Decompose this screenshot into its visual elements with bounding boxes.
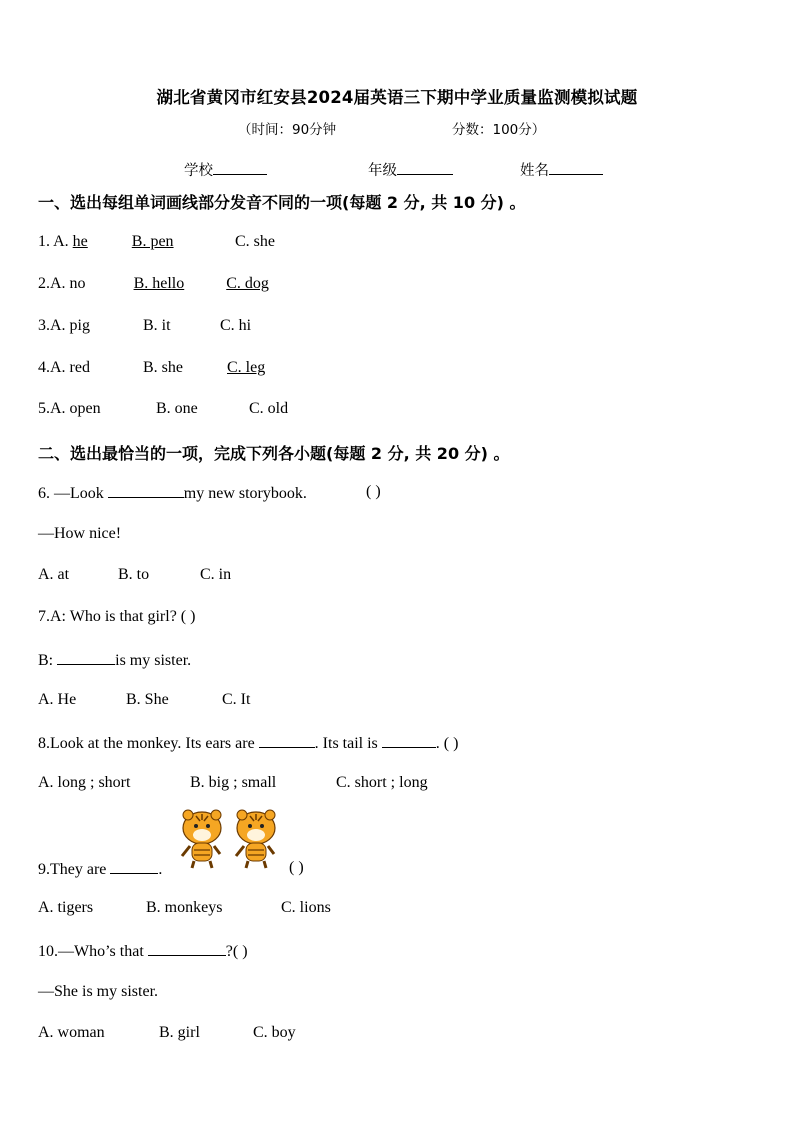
q2-option-a: 2.A. no — [38, 275, 86, 292]
q3-option-b: B. it — [143, 317, 171, 334]
question-2 — [38, 275, 269, 293]
q6-stem-start: 6. —Look — [38, 485, 108, 502]
q9-paren[interactable]: ( ) — [289, 859, 304, 876]
q8-option-c: C. short ; long — [336, 774, 428, 791]
q6-answer-blank[interactable] — [108, 483, 184, 498]
q6-option-b: B. to — [118, 566, 150, 583]
q10-option-c: C. boy — [253, 1024, 296, 1041]
q9-stem-end: . — [158, 861, 163, 878]
q8-option-a: A. long ; short — [38, 774, 131, 791]
q7-option-c: C. It — [222, 691, 251, 708]
q10-stem-end: ?( ) — [225, 943, 248, 960]
school-field — [184, 159, 267, 180]
q5-option-b: B. one — [156, 400, 198, 417]
q10-answer-blank[interactable] — [148, 941, 226, 956]
q6-paren[interactable]: ( ) — [366, 483, 381, 500]
name-blank[interactable] — [549, 161, 603, 175]
exam-score: 分数：100分） — [452, 122, 546, 138]
grade-label: 年级 — [368, 163, 397, 179]
q2-option-b: B. hello — [133, 275, 185, 292]
q6-stem-end: my new storybook. — [183, 485, 307, 502]
q8-stem-start: 8.Look at the monkey. Its ears are — [38, 735, 259, 752]
q4-option-c: C. leg — [227, 359, 266, 376]
q1-option-a: he — [72, 233, 88, 250]
q6-reply: —How nice! — [38, 525, 122, 542]
grade-field — [368, 159, 453, 180]
q7-option-a: A. He — [38, 691, 77, 708]
q9-option-c: C. lions — [281, 899, 331, 916]
q6-option-c: C. in — [200, 566, 232, 583]
question-6 — [38, 483, 307, 503]
q8-stem-end: . ( ) — [435, 735, 459, 752]
q1-option-b: B. pen — [131, 233, 174, 250]
question-9 — [38, 859, 162, 879]
q10-option-b: B. girl — [159, 1024, 200, 1041]
q4-option-a: 4.A. red — [38, 359, 90, 376]
page-title: 湖北省黄冈市红安县2024届英语三下期中学业质量监测模拟试题 — [156, 88, 638, 107]
q3-option-c: C. hi — [220, 317, 252, 334]
q9-answer-blank[interactable] — [110, 859, 158, 874]
tigers-picture — [176, 808, 286, 872]
tiger-icon — [236, 810, 275, 868]
q9-stem-start: 9.They are — [38, 861, 111, 878]
q4-option-b: B. she — [143, 359, 183, 376]
q7-option-b: B. She — [126, 691, 169, 708]
question-8 — [38, 733, 458, 753]
q10-option-a: A. woman — [38, 1024, 105, 1041]
question-5 — [38, 400, 101, 418]
q8-answer-blank-2[interactable] — [382, 733, 436, 748]
q7-answer-blank[interactable] — [57, 650, 115, 665]
q3-option-a: 3.A. pig — [38, 317, 90, 334]
q9-option-a: A. tigers — [38, 899, 94, 916]
q7-reply-end: is my sister. — [115, 652, 192, 669]
section2-heading: 二、选出最恰当的一项，完成下列各小题(每题 2 分, 共 20 分) 。 — [38, 444, 510, 463]
q6-option-a: A. at — [38, 566, 70, 583]
question-3 — [38, 317, 90, 335]
q1-option-c: C. she — [235, 233, 275, 250]
question-1 — [38, 233, 174, 251]
q10-stem-start: 10.—Who’s that — [38, 943, 148, 960]
q2-option-c: C. dog — [226, 275, 269, 292]
q8-option-b: B. big ; small — [190, 774, 277, 791]
q8-stem-mid: . Its tail is — [314, 735, 382, 752]
q1-number: 1. A. — [38, 233, 73, 250]
q10-reply: —She is my sister. — [38, 983, 159, 1000]
q5-option-c: C. old — [249, 400, 289, 417]
tiger-icon — [182, 810, 221, 868]
section1-heading: 一、选出每组单词画线部分发音不同的一项(每题 2 分, 共 10 分) 。 — [38, 193, 526, 212]
q4-option-b-group — [143, 359, 265, 377]
name-field — [520, 159, 603, 180]
question-4 — [38, 359, 90, 377]
q7-reply — [38, 650, 191, 670]
q8-answer-blank-1[interactable] — [259, 733, 315, 748]
grade-blank[interactable] — [397, 161, 453, 175]
exam-time: （时间：90分钟 — [238, 122, 337, 138]
name-label: 姓名 — [520, 163, 549, 179]
question-7: 7.A: Who is that girl? ( ) — [38, 608, 196, 625]
school-label: 学校 — [184, 163, 213, 179]
question-10 — [38, 941, 248, 961]
q9-option-b: B. monkeys — [146, 899, 223, 916]
q7-reply-start: B: — [38, 652, 58, 669]
school-blank[interactable] — [213, 161, 267, 175]
q5-option-a: 5.A. open — [38, 400, 101, 417]
